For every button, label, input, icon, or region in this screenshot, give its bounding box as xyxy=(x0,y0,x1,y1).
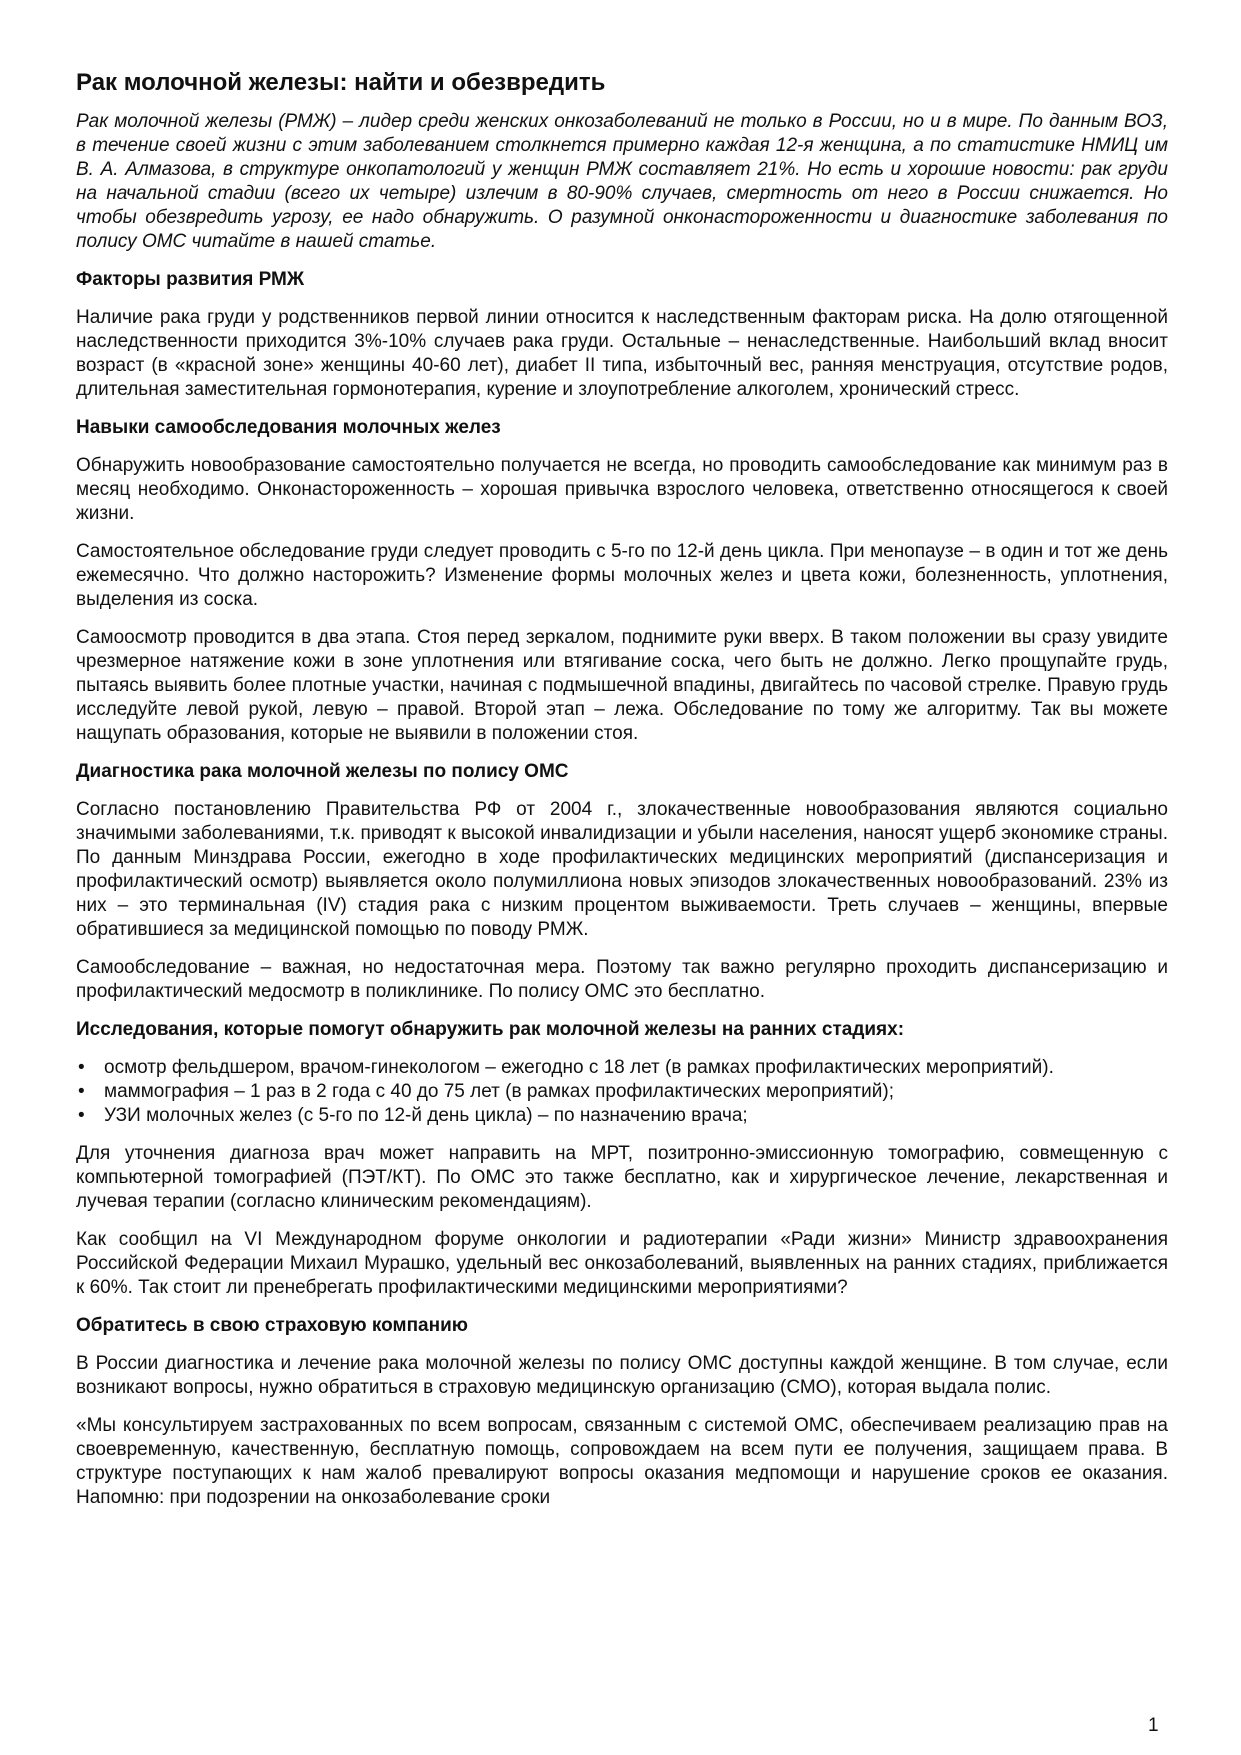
section-heading-studies: Исследования, которые помогут обнаружить рак молочной железы на ранних стадиях: xyxy=(76,1019,905,1040)
section-heading-insurance: Обратитесь в свою страховую компанию xyxy=(76,1315,469,1336)
paragraph: «Мы консультируем застрахованных по всем вопросам, связанным с системой ОМС, обеспечиваем реализацию прав на своевременную, качественную, бесплатную помощь, сопровождаем на всем пути ее получения, защищаем права. В структуре поступающих к нам жалоб превалируют вопросы оказания медпомощи и нарушение сроков ее оказания. Напомню: при подозрении на онкозаболевание сроки xyxy=(76,1415,1168,1508)
paragraph: Самообследование – важная, но недостаточная мера. Поэтому так важно регулярно проходить диспансеризацию и профилактический медосмотр в поликлинике. По полису ОМС это бесплатно. xyxy=(76,957,1168,1002)
lead-paragraph: Рак молочной железы (РМЖ) – лидер среди женских онкозаболеваний не только в России, но и в мире. По данным ВОЗ, в течение своей жизни с этим заболеванием столкнется примерно каждая 12-я женщина, а по статистике НМИЦ им В. А. Алмазова, в структуре онкопатологий у женщин РМЖ составляет 21%. Но есть и хорошие новости: рак груди на начальной стадии (всего их четыре) излечим в 80-90% случаев, смертность от него в России снижается. Но чтобы обезвредить угрозу, ее надо обнаружить. О разумной онконастороженности и диагностике заболевания по полису ОМС читайте в нашей статье. xyxy=(76,111,1168,252)
paragraph: Для уточнения диагноза врач может направить на МРТ, позитронно-эмиссионную томографию, совмещенную с компьютерной томографией (ПЭТ/КТ). По ОМС это также бесплатно, как и хирургическое лечение, лекарственная и лучевая терапии (согласно клиническим рекомендациям). xyxy=(76,1143,1168,1212)
list-item xyxy=(76,1104,1168,1128)
document-page xyxy=(76,68,1168,1524)
paragraph: Наличие рака груди у родственников первой линии относится к наследственным факторам риска. На долю отягощенной наследственности приходится 3%-10% случаев рака груди. Остальные – ненаследственные. Наибольший вклад вносит возраст (в «красной зоне» женщины 40-60 лет), диабет II типа, избыточный вес, ранняя менструация, отсутствие родов, длительная заместительная гормонотерапия, курение и злоупотребление алкоголем, хронический стресс. xyxy=(76,307,1168,400)
page-title: Рак молочной железы: найти и обезвредить xyxy=(76,69,606,96)
list-item xyxy=(76,1080,1168,1104)
paragraph: Как сообщил на VI Международном форуме онкологии и радиотерапии «Ради жизни» Министр здравоохранения Российской Федерации Михаил Мурашко, удельный вес онкозаболеваний, выявленных на ранних стадиях, приближается к 60%. Так стоит ли пренебрегать профилактическими медицинскими мероприятиями? xyxy=(76,1229,1168,1298)
studies-list xyxy=(76,1056,1168,1128)
section-heading-diagnostics: Диагностика рака молочной железы по полису ОМС xyxy=(76,761,569,782)
paragraph: Обнаружить новообразование самостоятельно получается не всегда, но проводить самообследование как минимум раз в месяц необходимо. Онконастороженность – хорошая привычка взрослого человека, ответственно относящегося к своей жизни. xyxy=(76,455,1168,524)
section-heading-self-exam: Навыки самообследования молочных желез xyxy=(76,417,501,438)
paragraph: В России диагностика и лечение рака молочной железы по полису ОМС доступны каждой женщине. В том случае, если возникают вопросы, нужно обратиться в страховую медицинскую организацию (СМО), которая выдала полис. xyxy=(76,1353,1168,1398)
list-item-text: УЗИ молочных желез (с 5-го по 12-й день цикла) – по назначению врача; xyxy=(104,1105,748,1126)
list-item-text: осмотр фельдшером, врачом-гинекологом – ежегодно с 18 лет (в рамках профилактических мероприятий). xyxy=(104,1057,1054,1078)
list-item xyxy=(76,1056,1168,1080)
paragraph: Самостоятельное обследование груди следует проводить с 5-го по 12-й день цикла. При менопаузе – в один и тот же день ежемесячно. Что должно насторожить? Изменение формы молочных желез и цвета кожи, болезненность, уплотнения, выделения из соска. xyxy=(76,541,1168,610)
paragraph: Согласно постановлению Правительства РФ от 2004 г., злокачественные новообразования являются социально значимыми заболеваниями, т.к. приводят к высокой инвалидизации и убыли населения, наносят ущерб экономике страны. По данным Минздрава России, ежегодно в ходе профилактических медицинских мероприятий (диспансеризация и профилактический осмотр) выявляется около полумиллиона новых эпизодов злокачественных новообразований. 23% из них – это терминальная (IV) стадия рака с низким процентом выживаемости. Треть случаев – женщины, впервые обратившиеся за медицинской помощью по поводу РМЖ. xyxy=(76,799,1168,940)
page-number: 1 xyxy=(1148,1715,1159,1736)
section-heading-factors: Факторы развития РМЖ xyxy=(76,269,305,290)
bullet-icon: • xyxy=(78,1081,85,1102)
bullet-icon: • xyxy=(78,1105,85,1126)
list-item-text: маммография – 1 раз в 2 года с 40 до 75 лет (в рамках профилактических мероприятий); xyxy=(104,1081,895,1102)
paragraph: Самоосмотр проводится в два этапа. Стоя перед зеркалом, поднимите руки вверх. В таком положении вы сразу увидите чрезмерное натяжение кожи в зоне уплотнения или втягивание соска, чего быть не должно. Легко прощупайте грудь, пытаясь выявить более плотные участки, начиная с подмышечной впадины, двигайтесь по часовой стрелке. Правую грудь исследуйте левой рукой, левую – правой. Второй этап – лежа. Обследование по тому же алгоритму. Так вы можете нащупать образования, которые не выявили в положении стоя. xyxy=(76,627,1168,744)
bullet-icon: • xyxy=(78,1057,85,1078)
